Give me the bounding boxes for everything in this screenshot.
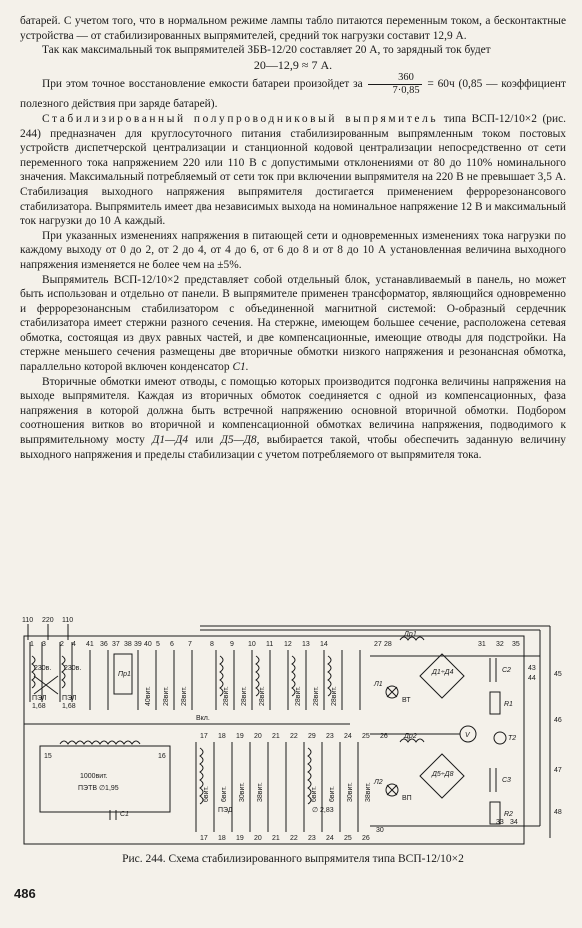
choke-2-label: Др2 (404, 733, 417, 740)
top-terminal-label: 41 (86, 641, 94, 648)
terminal-label: 44 (528, 675, 536, 682)
bottom-coil-label: 6вит. (203, 786, 210, 802)
voltage-label: 110 (62, 617, 74, 624)
top-coil-label: 28вит. (181, 686, 188, 706)
lamp-vt-label: ВТ (402, 697, 411, 704)
wire-label-b3: ∅ 2,83 (312, 807, 334, 814)
bottom-terminal-label: 25 (362, 733, 370, 740)
paragraph-3 (20, 72, 566, 112)
choke-1-label: Др1 (404, 631, 417, 638)
paragraph-7 (20, 375, 566, 463)
bottom-coil-label: 6вит. (221, 786, 228, 802)
terminal-label: 32 (496, 641, 504, 648)
bottom-terminal-label: 22 (290, 835, 298, 842)
top-terminal-label: 36 (100, 641, 108, 648)
terminal-label: 31 (478, 641, 486, 648)
paragraph-1: батарей. С учетом того, что в нормальном режиме лампы табло питаются переменным током, а бесконтактные устройства — от стабилизированных выпрямителей, средний ток нагрузки составит 12,9 А. (20, 15, 566, 42)
bottom-terminal-label: 26 (380, 733, 388, 740)
top-terminals (30, 641, 392, 648)
top-coil-label: 28вит. (313, 686, 320, 706)
bottom-terminal-label: 24 (344, 733, 352, 740)
top-terminal-label: 38 (124, 641, 132, 648)
top-terminal-label: 39 (134, 641, 142, 648)
paragraph-7-text: Вторичные обмотки имеют отводы, с помощью которых производится подгонка величины напряжения на выходе выпрямителя. Каждая из вторичных обмоток соединяется с одной из компенсационных, фаза напряжения в которой должна быть встречной напряжению основной вторичной обмотки. Подбором соотношения витков во вторичной и компенсационной обмотках величина напряжения, подводимого к выпрямительному мосту (20, 375, 566, 447)
top-terminal-label: 7 (188, 641, 192, 648)
bottom-coil-label: 30вит. (347, 782, 354, 802)
top-terminal-label: 2 (60, 641, 64, 648)
capacitor-c3-label: С3 (502, 777, 511, 784)
paragraph-3-end: = 60ч (0,85 — коэффициент полезного действия при заряде батарей). (20, 78, 566, 111)
wire-label-a2: 1,68 (32, 703, 46, 710)
lamp-vp-label: ВП (402, 795, 412, 802)
switch-t2-label: Т2 (508, 735, 517, 742)
bottom-coil-label: 30вит. (239, 782, 246, 802)
bottom-coil-label: 6вит. (329, 786, 336, 802)
wire-label-b2: 1,68 (62, 703, 76, 710)
top-terminal-label: 37 (112, 641, 120, 648)
bottom-terminal-label: 21 (272, 835, 280, 842)
terminal-label: 34 (510, 819, 518, 826)
switch-label: Вкл. (196, 715, 210, 722)
top-terminal-label: 28 (384, 641, 392, 648)
top-terminal-label: 1 (30, 641, 34, 648)
fraction (368, 72, 421, 97)
top-terminal-label: 11 (266, 641, 274, 648)
top-terminal-label: 6 (170, 641, 174, 648)
resistor-r2-label: R2 (504, 811, 513, 818)
diode-ref-2: Д5—Д8, (220, 434, 260, 447)
resistor-r1-label: R1 (504, 701, 513, 708)
diode-ref-1: Д1—Д4 (152, 434, 189, 447)
ped-label: ПЭД (218, 807, 233, 814)
diode-bridge-2-label: Д5÷Д8 (432, 771, 454, 778)
bottom-terminals-lower (200, 835, 370, 842)
or-word: или (195, 434, 214, 447)
lamp-l2-label: Л2 (374, 779, 383, 786)
voltmeter-label: V (465, 732, 470, 739)
capacitor-c1-label: С1 (120, 811, 129, 818)
top-coil-label: 28вит. (259, 686, 266, 706)
lamp-l1-label: Л1 (374, 681, 383, 688)
terminal-label: 47 (554, 767, 562, 774)
bottom-coil-label: 38вит. (257, 782, 264, 802)
bottom-terminal-label: 29 (308, 733, 316, 740)
page-number: 486 (14, 886, 36, 901)
figure-caption: Рис. 244. Схема стабилизированного выпрямителя типа ВСП-12/10×2 (122, 853, 464, 865)
top-terminal-label: 8 (210, 641, 214, 648)
resonant-wire-label: ПЭТВ ∅1,95 (78, 785, 119, 792)
bottom-terminal-label: 23 (308, 835, 316, 842)
wire-label-a: ПЭЛ (32, 695, 47, 702)
top-terminal-label: 40 (144, 641, 152, 648)
paragraph-7-end: выбирается такой, чтобы обеспечить заданную величину выходного напряжения и пределы стабилизации с учетом потребляемого от выпрямителя тока. (20, 434, 566, 461)
bottom-terminal-label: 21 (272, 733, 280, 740)
terminal-label: 30 (376, 827, 384, 834)
paragraph-2: Так как максимальный ток выпрямителей ЗБВ-12/20 составляет 20 А, то зарядный ток будет (42, 44, 491, 57)
wire-label-b: ПЭЛ (62, 695, 77, 702)
spaced-term: Стабилизированный полупроводниковый выпрямитель (42, 112, 439, 125)
paragraph-4 (20, 112, 566, 229)
bottom-coil-label: 38вит. (365, 782, 372, 802)
top-terminal-label: 13 (302, 641, 310, 648)
voltage-label: 220 (42, 617, 54, 624)
bottom-terminal-label: 19 (236, 733, 244, 740)
terminal-label: 45 (554, 671, 562, 678)
circuit-svg (20, 616, 566, 848)
bottom-terminal-label: 23 (326, 733, 334, 740)
bottom-terminal-label: 25 (344, 835, 352, 842)
top-coil-label: 28вит. (163, 686, 170, 706)
bottom-terminal-label: 26 (362, 835, 370, 842)
bottom-terminal-label: 18 (218, 835, 226, 842)
bottom-coil-label: 6вит. (311, 786, 318, 802)
terminal-label: 46 (554, 717, 562, 724)
bottom-terminal-label: 20 (254, 733, 262, 740)
top-coil-label: 40вит. (145, 686, 152, 706)
bottom-terminal-label: 19 (236, 835, 244, 842)
top-terminal-label: 10 (248, 641, 256, 648)
terminal-label: 35 (512, 641, 520, 648)
formula-charge-current: 20—12,9 ≈ 7 А. (253, 57, 333, 72)
left-coil-label-b: 230в. (64, 665, 82, 672)
bottom-coil-labels (203, 782, 372, 802)
voltage-label: 110 (22, 617, 34, 624)
capacitor-c2-label: С2 (502, 667, 511, 674)
bottom-terminal-label: 22 (290, 733, 298, 740)
paragraph-4-rest: типа ВСП-12/10×2 (рис. 244) предназначен для круглосуточного питания стабилизированным выпрямленным током постовых устройств диспетчерской централизации и станционной кодовой централизации непосредственно от сети переменного тока напряжением 220 или 110 В с допустимыми отклонениями от 80 до 110% номинального значения. Максимальный потребляемый от сети ток при включении выпрямителя на 220 В не превышает 3,5 А. Стабилизация выходного напряжения выпрямителя достигается применением феррорезонансового стабилизатора. Выпрямитель имеет два независимых выхода на номинальное напряжение 12 В и максимальный ток нагрузки до 10 А каждый. (20, 112, 566, 228)
terminal-label: 48 (554, 809, 562, 816)
top-terminal-label: 12 (284, 641, 292, 648)
top-coil-label: 28вит. (223, 686, 230, 706)
paragraph-5: При указанных изменениях напряжения в питающей сети и одновременных изменениях тока нагрузки по каждому выходу от 0 до 2, от 2 до 4, от 4 до 6, от 6 до 8 и от 8 до 10 А установленная величина выходного напряжения изменяется не более чем на ±5%. (20, 229, 566, 271)
terminal-label: 15 (44, 753, 52, 760)
paragraph-6-text: Выпрямитель ВСП-12/10×2 представляет собой отдельный блок, устанавливаемый в панель, но может быть использован и отдельно от панели. В выпрямителе применен трансформатор, являющийся одновременно и феррорезонансным стабилизатором с объединенной магнитной системой: О-образный сердечник стабилизатора имеет стержни разного сечения. На стержне, имеющем большее сечение, расположена сетевая обмотка, состоящая из двух равных частей, и две компенсационные, имеющие отводы для подстройки. На стержне меньшего сечения размещены две вторичные обмотки низкого напряжения и резонансная обмотка, параллельно которой включен конденсатор (20, 273, 566, 374)
terminal-label: 43 (528, 665, 536, 672)
bottom-terminals-upper (200, 733, 388, 740)
top-terminal-label: 27 (374, 641, 382, 648)
paragraph-3-start: При этом точное восстановление емкости батареи произойдет за (42, 78, 363, 91)
top-terminal-label: 4 (72, 641, 76, 648)
circuit-diagram (20, 616, 566, 848)
bottom-terminal-label: 18 (218, 733, 226, 740)
left-coil-label-a: 230в. (34, 665, 52, 672)
top-coil-label: 28вит. (241, 686, 248, 706)
bottom-terminal-label: 24 (326, 835, 334, 842)
bottom-terminal-label: 17 (200, 835, 208, 842)
resonant-coil-label: 1000вит. (80, 773, 108, 780)
top-terminal-label: 5 (156, 641, 160, 648)
paragraph-6 (20, 273, 566, 375)
top-terminal-label: 3 (42, 641, 46, 648)
bottom-terminal-label: 20 (254, 835, 262, 842)
terminal-label: 16 (158, 753, 166, 760)
fraction-numerator: 360 (368, 72, 421, 85)
fuse-label: Пр1 (118, 671, 131, 678)
body-text (20, 14, 566, 462)
bottom-terminal-label: 17 (200, 733, 208, 740)
fraction-denominator: 7·0,85 (392, 85, 420, 97)
terminal-label: 33 (496, 819, 504, 826)
top-coil-label: 28вит. (295, 686, 302, 706)
capacitor-ref: С1. (232, 361, 249, 374)
diode-bridge-1-label: Д1÷Д4 (432, 669, 454, 676)
top-coil-label: 28вит. (331, 686, 338, 706)
top-terminal-label: 14 (320, 641, 328, 648)
top-terminal-label: 9 (230, 641, 234, 648)
